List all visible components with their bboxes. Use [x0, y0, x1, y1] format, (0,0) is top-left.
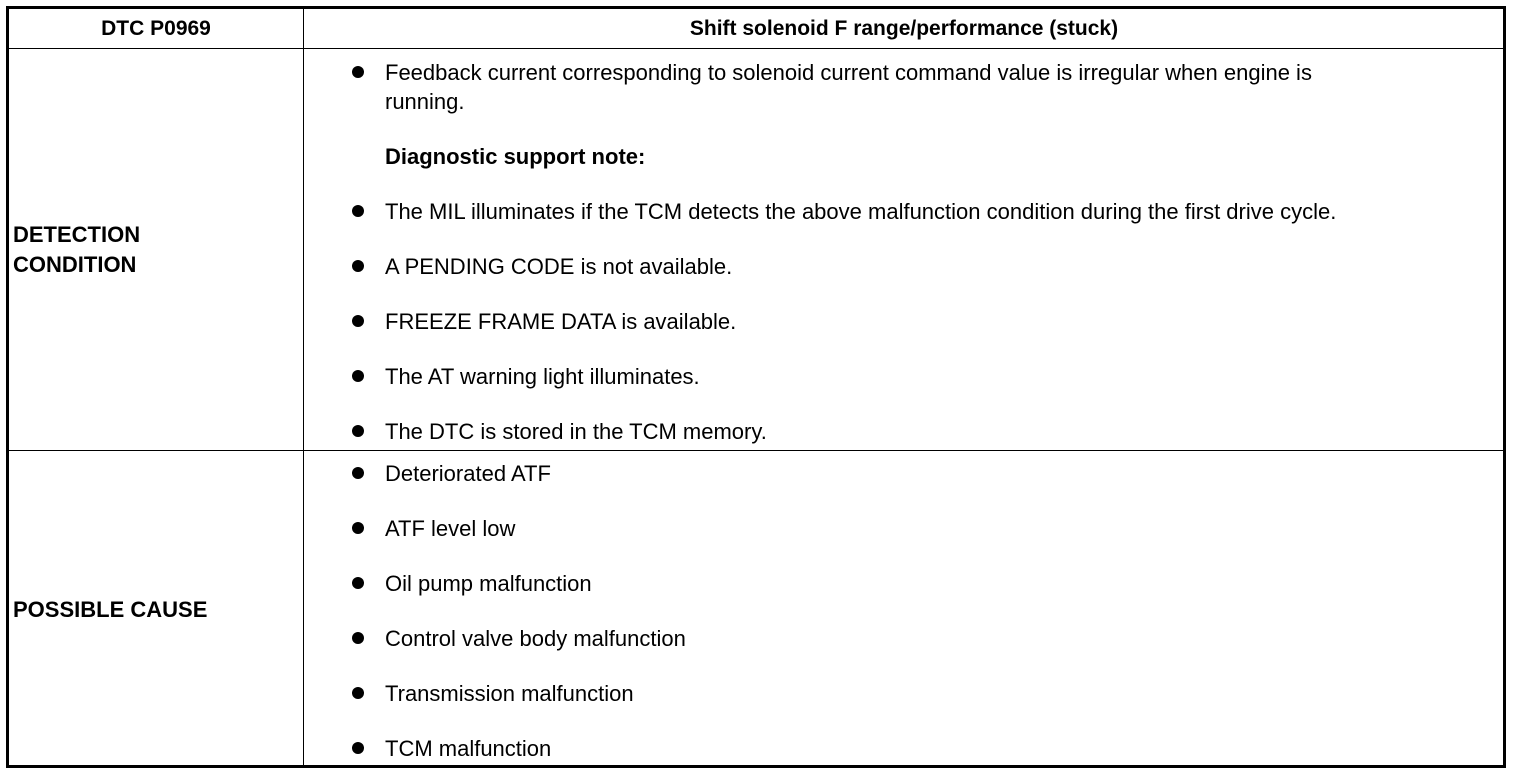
bullet-icon — [352, 522, 364, 534]
bullet-icon — [352, 632, 364, 644]
possible-cause-label: POSSIBLE CAUSE — [13, 597, 208, 622]
cause-item: ATF level low — [385, 516, 516, 541]
dtc-code: DTC P0969 — [101, 16, 211, 40]
bullet-icon — [352, 467, 364, 479]
bullet-icon — [352, 370, 364, 382]
cause-item: Oil pump malfunction — [385, 571, 592, 596]
cause-item: Control valve body malfunction — [385, 626, 686, 651]
detection-item: The AT warning light illuminates. — [385, 364, 700, 389]
column-divider — [303, 6, 304, 768]
cause-item: TCM malfunction — [385, 736, 552, 761]
bullet-icon — [352, 66, 364, 78]
detection-label-line2: CONDITION — [13, 252, 137, 277]
detection-item: A PENDING CODE is not available. — [385, 254, 733, 279]
dtc-title: Shift solenoid F range/performance (stuck) — [689, 16, 1119, 40]
bullet-icon — [352, 577, 364, 589]
detection-label-line1: DETECTION — [13, 222, 141, 247]
diagnostic-support-note: Diagnostic support note: — [385, 144, 646, 169]
detection-item: Feedback current corresponding to solenoid current command value is irregular when engine is — [385, 60, 1312, 85]
bullet-icon — [352, 315, 364, 327]
bullet-icon — [352, 205, 364, 217]
bullet-icon — [352, 742, 364, 754]
header-divider — [6, 48, 1506, 49]
detection-item: FREEZE FRAME DATA is available. — [385, 309, 737, 334]
cause-item: Deteriorated ATF — [385, 461, 551, 486]
row-divider — [6, 450, 1506, 451]
bullet-icon — [352, 687, 364, 699]
dtc-table — [6, 6, 1506, 768]
cause-item: Transmission malfunction — [385, 681, 634, 706]
detection-item: The MIL illuminates if the TCM detects the above malfunction condition during the first drive cycle. — [385, 199, 1337, 224]
detection-item-continued: running. — [385, 89, 465, 114]
bullet-icon — [352, 425, 364, 437]
detection-item: The DTC is stored in the TCM memory. — [385, 419, 767, 444]
bullet-icon — [352, 260, 364, 272]
detection-condition-label — [13, 220, 140, 280]
